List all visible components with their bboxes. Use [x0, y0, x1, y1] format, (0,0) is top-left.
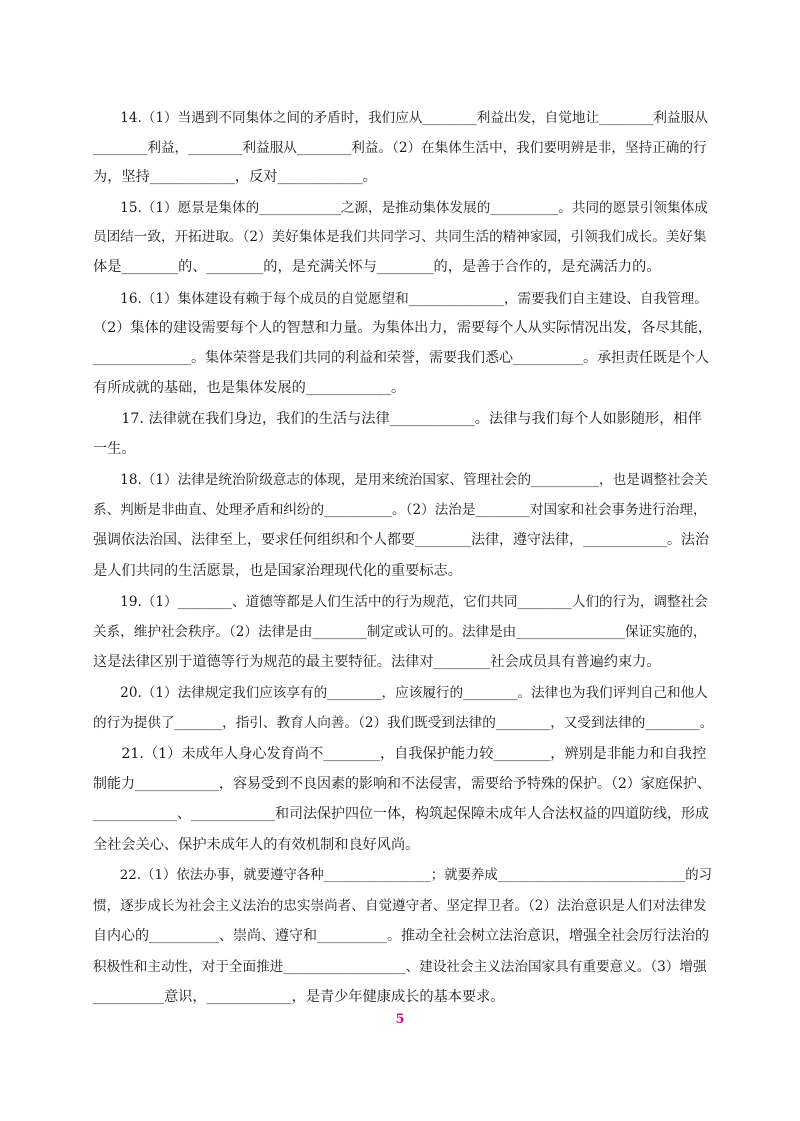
text-line: ____________、____________和司法保护四位一体，构筑起保障未成年人合法权益的四道防线，形成 [93, 806, 709, 822]
text-line: 22.（1）依法办事，就要遵守各种________________；就要养成____________________________的习 [93, 868, 713, 883]
text-line: （2）集体的建设需要每个人的智慧和力量。为集体出力，需要每个人从实际情况出发，各尽其能， [93, 320, 713, 336]
text-line: ______________。集体荣誉是我们共同的利益和荣誉，需要我们悉心__________。承担责任既是个人 [93, 350, 709, 366]
text-line: 19.（1）________、道德等都是人们生活中的行为规范，它们共同________人们的行为，调整社会 [93, 594, 708, 610]
text-line: 21.（1）未成年人身心发育尚不________，自我保护能力较________，辨别是非能力和自我控 [93, 746, 707, 762]
text-line: 20.（1）法律规定我们应该享有的________，应该履行的________。法律也为我们评判自己和他人 [93, 685, 708, 701]
text-line: 15.（1）愿景是集体的____________之源，是推动集体发展的__________。共同的愿景引领集体成 [93, 200, 708, 216]
text-line: ________利益，________利益服从________利益。（2）在集体生活中，我们要明辨是非，坚持正确的行 [93, 140, 707, 156]
text-line: 有所成就的基础，也是集体发展的____________。 [93, 380, 406, 396]
text-line: 自内心的__________、崇尚、遵守和__________。推动全社会树立法治意识，增强全社会厉行法治的 [93, 928, 709, 944]
text-line: 体是________的、________的，是充满关怀与________的，是善于合作的，是充满活力的。 [93, 259, 661, 275]
page-number: 5 [395, 1012, 405, 1027]
text-line: 全社会关心、保护未成年人的有效机制和良好风尚。 [93, 837, 420, 853]
text-line: 关系，维护社会秩序。（2）法律是由________制定或认可的。法律是由________________保证实施的， [93, 624, 707, 640]
text-line: 18.（1）法律是统治阶级意志的体现，是用来统治国家、管理社会的__________，也是调整社会关 [93, 472, 708, 488]
text-line: 14.（1）当遇到不同集体之间的矛盾时，我们应从________利益出发，自觉地让________利益服从 [93, 110, 708, 126]
text-line: 一生。 [93, 441, 136, 457]
text-line: 为，坚持____________，反对____________。 [93, 169, 377, 185]
text-line: 是人们共同的生活愿景，也是国家治理现代化的重要标志。 [93, 563, 462, 579]
text-line: 17. 法律就在我们身边，我们的生活与法律____________。法律与我们每个人如影随形，相伴 [93, 411, 702, 427]
text-line: 强调依法治国、法律至上，要求任何组织和个人都要________法律，遵守法律，____________。法治 [93, 532, 709, 548]
text-line: 16.（1）集体建设有赖于每个成员的自觉愿望和______________，需要我们自主建设、自我管理。 [93, 291, 708, 307]
text-line: 的行为提供了_______，指引、教育人向善。（2）我们既受到法律的________，又受到法律的________。 [93, 715, 713, 731]
text-line: 员团结一致，开拓进取。（2）美好集体是我们共同学习、共同生活的精神家园，引领我们成长。美好集 [93, 229, 707, 245]
text-line: 制能力____________，容易受到不良因素的影响和不法侵害，需要给予特殊的保护。（2）家庭保护、 [93, 776, 711, 792]
text-line: __________意识，____________，是青少年健康成长的基本要求。 [93, 989, 505, 1005]
text-line: 积极性和主动性，对于全面推进__________________、建设社会主义法治国家具有重要意义。（3）增强 [93, 959, 707, 975]
text-line: 惯，逐步成长为社会主义法治的忠实崇尚者、自觉遵守者、坚定捍卫者。（2）法治意识是人们对法律发 [93, 898, 707, 914]
text-line: 这是法律区别于道德等行为规范的最主要特征。法律对________社会成员具有普遍约束力。 [93, 654, 661, 670]
text-line: 系、判断是非曲直、处理矛盾和纠纷的__________。（2）法治是________对国家和社会事务进行治理， [93, 502, 707, 518]
